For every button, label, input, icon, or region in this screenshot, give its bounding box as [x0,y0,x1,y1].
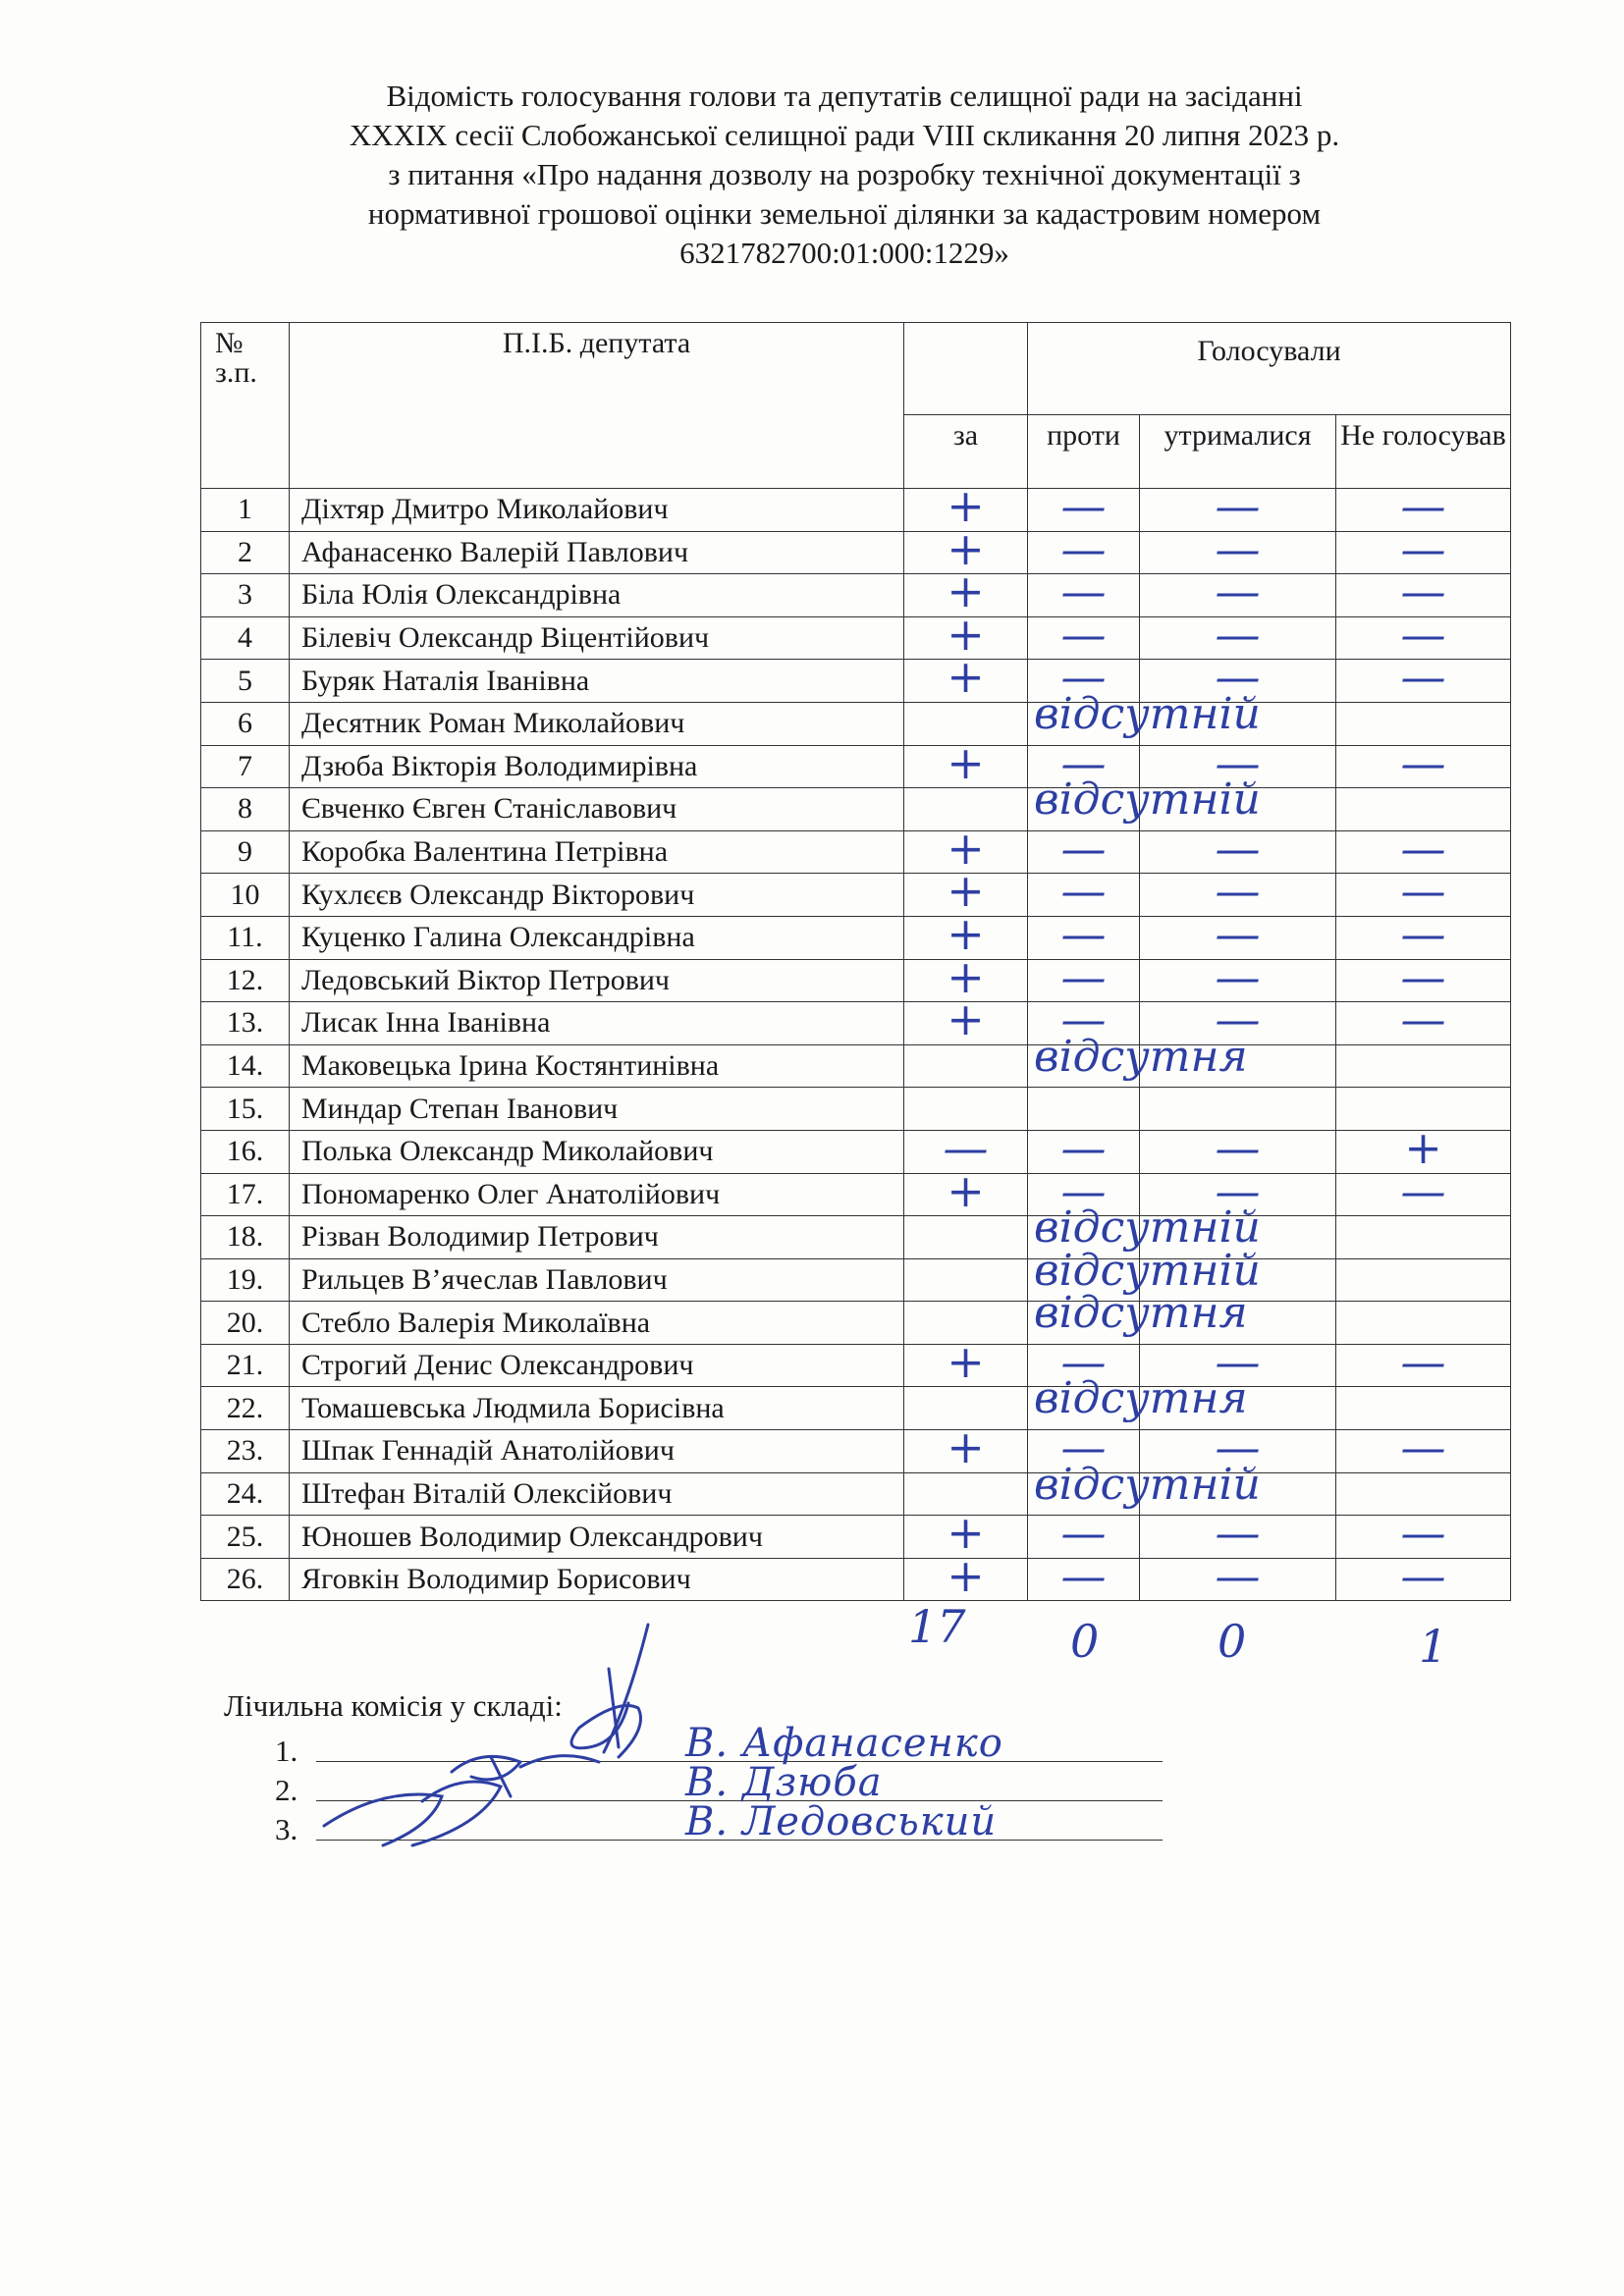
plus-mark: + [947,906,985,960]
vote-against [1028,1373,1248,1430]
total-for: 17 [908,1600,966,1653]
dash-mark: — [1400,564,1446,618]
table-row [201,788,1511,831]
deputy-name: Стебло Валерія Миколаївна [290,1302,904,1345]
row-number: 4 [201,616,290,660]
row-number: 3 [201,574,290,617]
header-not-voted: Не голосував [1336,415,1511,489]
plus-mark: + [947,1506,985,1560]
commission-number: 1. [275,1734,298,1768]
row-number: 11. [201,916,290,959]
commission-name: В. Афанасенко [685,1721,1003,1766]
dash-mark: — [1400,735,1446,789]
dash-mark: — [1215,906,1261,960]
dash-mark: — [1400,1420,1446,1474]
dash-mark: — [1400,821,1446,875]
table-row [201,574,1511,617]
dash-mark: — [1060,1120,1107,1174]
dash-mark: — [1400,949,1446,1003]
vote-against [1028,1459,1261,1516]
table-row [201,1558,1511,1601]
commission-name: В. Ледовський [685,1799,998,1844]
dash-mark: — [1060,479,1107,532]
title-line: нормативної грошової оцінки земельної ділянки за кадастровим номером [367,196,1322,231]
dash-mark: — [1400,521,1446,575]
plus-mark: + [947,650,985,704]
row-number: 18. [201,1216,290,1259]
vote-for [904,1420,1028,1474]
row-number: 24. [201,1472,290,1516]
dash-mark: — [1060,1420,1107,1474]
header-name: П.І.Б. депутата [290,323,904,489]
row-number: 10 [201,874,290,917]
row-number: 7 [201,745,290,788]
dash-mark: — [1400,479,1446,532]
total-against: 0 [1070,1615,1100,1668]
plus-mark: + [947,564,985,618]
deputy-name: Пономаренко Олег Анатолійович [290,1173,904,1216]
absent-label: відсутній [1034,1459,1261,1510]
dash-mark: — [1215,821,1261,875]
dash-mark: — [1215,1334,1261,1388]
commission-number: 2. [275,1773,298,1807]
vote-not-voted [1336,735,1511,789]
header-against: проти [1028,415,1140,489]
table-row [201,1387,1511,1430]
row-number: 5 [201,660,290,703]
voting-table [200,322,1511,1601]
table-row [201,1173,1511,1216]
absent-label: відсутня [1034,1373,1248,1424]
deputy-name: Штефан Віталій Олексійович [290,1472,904,1516]
dash-mark: — [1400,864,1446,918]
plus-mark: + [947,479,985,532]
dash-mark: — [1400,607,1446,661]
deputy-name: Ледовський Віктор Петрович [290,959,904,1002]
dash-mark: — [1060,650,1107,704]
deputy-name: Полька Олександр Миколайович [290,1130,904,1173]
deputy-name: Юношев Володимир Олександрович [290,1516,904,1559]
header-blank [904,323,1028,415]
plus-mark: + [947,992,985,1046]
title-line: з питання «Про надання дозволу на розробку технічної документації з [388,157,1301,191]
vote-not-voted [1336,992,1511,1046]
dash-mark: — [1215,1548,1261,1602]
vote-against [1028,1288,1248,1345]
deputy-name: Діхтяр Дмитро Миколайович [290,489,904,532]
plus-mark: + [947,821,985,875]
commission-member [224,1760,883,1810]
vote-not-voted [1336,1334,1511,1388]
vote-for [904,1044,1028,1088]
absent-label: відсутня [1034,1031,1248,1082]
row-number: 21. [201,1344,290,1387]
header-for: за [904,415,1028,489]
table-row [201,660,1511,703]
plus-mark: + [1404,1120,1442,1174]
dash-mark: — [1400,650,1446,704]
plus-mark: + [947,607,985,661]
total-not-voted: 1 [1419,1620,1448,1673]
row-number: 23. [201,1430,290,1473]
vote-against [1028,774,1261,831]
title-line: Відомість голосування голови та депутатів селищної ради на засіданні [386,79,1303,113]
dash-mark: — [1215,607,1261,661]
table-row [201,1516,1511,1559]
plus-mark: + [947,735,985,789]
vote-for [904,735,1028,789]
row-number: 8 [201,788,290,831]
vote-not-voted [1336,1420,1511,1474]
vote-against [1028,688,1261,745]
row-number: 13. [201,1002,290,1045]
plus-mark: + [947,864,985,918]
dash-mark: — [1060,864,1107,918]
dash-mark: — [1215,1163,1261,1217]
deputy-name: Рильцев В’ячеслав Павлович [290,1258,904,1302]
table-row [201,1430,1511,1473]
row-number: 17. [201,1173,290,1216]
dash-mark: — [1060,1548,1107,1602]
table-row [201,1216,1511,1259]
dash-mark: — [1060,821,1107,875]
vote-not-voted [1336,1216,1511,1259]
table-row [201,1258,1511,1302]
dash-mark: — [1400,906,1446,960]
dash-mark: — [1215,650,1261,704]
vote-not-voted [1336,1044,1511,1088]
document-title [196,77,1492,273]
deputy-name: Строгий Денис Олександрович [290,1344,904,1387]
table-row [201,1088,1511,1131]
dash-mark: — [1215,1420,1261,1474]
total-abstain: 0 [1218,1615,1247,1668]
dash-mark: — [1215,949,1261,1003]
deputy-name: Шпак Геннадій Анатолійович [290,1430,904,1473]
commission-member [224,1721,1003,1771]
dash-mark: — [1060,1506,1107,1560]
row-number: 14. [201,1044,290,1088]
table-row [201,1044,1511,1088]
vote-for [904,650,1028,704]
dash-mark: — [1215,864,1261,918]
vote-not-voted [1336,1548,1511,1602]
table-row [201,745,1511,788]
dash-mark: — [1215,479,1261,532]
vote-against [1028,1548,1140,1602]
dash-mark: — [1215,1506,1261,1560]
table-row [201,616,1511,660]
vote-against [1028,1031,1248,1088]
dash-mark: — [943,1120,989,1174]
dash-mark: — [1400,1163,1446,1217]
row-number: 26. [201,1558,290,1601]
dash-mark: — [1400,1548,1446,1602]
deputy-name: Коробка Валентина Петрівна [290,830,904,874]
row-number: 22. [201,1387,290,1430]
dash-mark: — [1060,906,1107,960]
table-row [201,702,1511,745]
table-row [201,489,1511,532]
plus-mark: + [947,521,985,575]
deputy-name: Різван Володимир Петрович [290,1216,904,1259]
dash-mark: — [1400,992,1446,1046]
vote-not-voted [1336,1163,1511,1217]
header-number [201,323,290,489]
deputy-name: Євченко Євген Станіславович [290,788,904,831]
table-row [201,959,1511,1002]
dash-mark: — [1060,735,1107,789]
title-line: XXXIX сесії Слобожанської селищної ради VIII скликання 20 липня 2023 р. [349,118,1340,152]
deputy-name: Кухлєєв Олександр Вікторович [290,874,904,917]
absent-label: відсутній [1034,688,1261,739]
commission-member [224,1799,998,1849]
dash-mark: — [1060,564,1107,618]
commission-label: Лічильна комісія у складі: [224,1688,563,1723]
header-abstain: утрималися [1140,415,1336,489]
vote-for [904,1258,1028,1302]
commission-number: 3. [275,1812,298,1846]
deputy-name: Афанасенко Валерій Павлович [290,531,904,574]
vote-for [904,1334,1028,1388]
deputy-name: Миндар Степан Іванович [290,1088,904,1131]
table-row [201,531,1511,574]
dash-mark: — [1400,1334,1446,1388]
vote-not-voted [1336,650,1511,704]
table-row [201,1130,1511,1173]
deputy-name: Білевіч Олександр Віцентійович [290,616,904,660]
row-number: 2 [201,531,290,574]
dash-mark: — [1060,521,1107,575]
absent-label: відсутня [1034,1288,1248,1339]
deputy-name: Яговкін Володимир Борисович [290,1558,904,1601]
table-row [201,1344,1511,1387]
header-voted: Голосували [1028,323,1511,415]
dash-mark: — [1060,949,1107,1003]
table-row [201,1472,1511,1516]
plus-mark: + [947,1334,985,1388]
deputy-name: Куценко Галина Олександрівна [290,916,904,959]
dash-mark: — [1400,1506,1446,1560]
row-number: 6 [201,702,290,745]
row-number: 15. [201,1088,290,1131]
dash-mark: — [1215,735,1261,789]
absent-label: відсутній [1034,1202,1261,1254]
deputy-name: Буряк Наталія Іванівна [290,660,904,703]
absent-label: відсутній [1034,1245,1261,1296]
deputy-name: Десятник Роман Миколайович [290,702,904,745]
dash-mark: — [1215,521,1261,575]
plus-mark: + [947,949,985,1003]
header-number-label: № з.п. [215,327,257,389]
deputy-name: Маковецька Ірина Костянтинівна [290,1044,904,1088]
dash-mark: — [1060,1163,1107,1217]
deputy-name: Лисак Інна Іванівна [290,1002,904,1045]
dash-mark: — [1060,607,1107,661]
row-number: 25. [201,1516,290,1559]
deputy-name: Дзюба Вікторія Володимирівна [290,745,904,788]
plus-mark: + [947,1163,985,1217]
counting-commission [224,1686,1003,1849]
dash-mark: — [1060,1334,1107,1388]
plus-mark: + [947,1548,985,1602]
commission-name: В. Дзюба [685,1760,883,1805]
deputy-name: Томашевська Людмила Борисівна [290,1387,904,1430]
vote-abstain [1140,1548,1336,1602]
row-number: 20. [201,1302,290,1345]
dash-mark: — [1215,1120,1261,1174]
table-row [201,1302,1511,1345]
table-row [201,874,1511,917]
deputy-name: Біла Юлія Олександрівна [290,574,904,617]
row-number: 19. [201,1258,290,1302]
row-number: 9 [201,830,290,874]
vote-for [904,1216,1028,1259]
title-line: 6321782700:01:000:1229» [679,236,1009,270]
row-number: 16. [201,1130,290,1173]
plus-mark: + [947,1420,985,1474]
vote-for [904,1163,1028,1217]
table-row [201,1002,1511,1045]
table-row [201,916,1511,959]
vote-for [904,992,1028,1046]
dash-mark: — [1215,992,1261,1046]
row-number: 1 [201,489,290,532]
dash-mark: — [1215,564,1261,618]
vote-not-voted [1336,1258,1511,1302]
row-number: 12. [201,959,290,1002]
absent-label: відсутній [1034,774,1261,826]
vote-for [904,1548,1028,1602]
dash-mark: — [1060,992,1107,1046]
table-row [201,830,1511,874]
